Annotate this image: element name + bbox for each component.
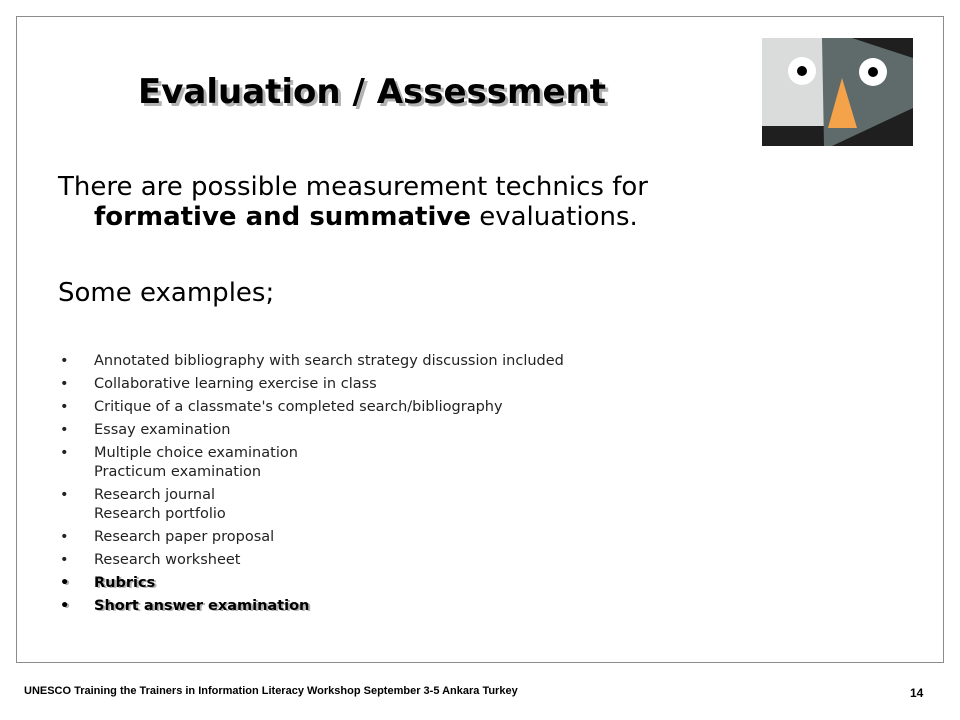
- examples-heading: Some examples;: [58, 278, 275, 308]
- intro-part1: There are possible measurement technics for: [58, 172, 648, 202]
- list-item: • Multiple choice examination Practicum examination: [60, 445, 298, 480]
- page-number: 14: [910, 686, 924, 700]
- list-item: • Research journal Research portfolio: [60, 487, 226, 522]
- examples-list: [58, 352, 698, 620]
- list-item: • Research worksheet: [60, 552, 241, 568]
- owl-face-logo-icon: [762, 38, 913, 146]
- footer-text: UNESCO Training the Trainers in Information Literacy Workshop September 3-5 Ankara Turkey: [24, 685, 518, 697]
- list-item: • Rubrics: [60, 575, 156, 591]
- intro-part2: evaluations.: [470, 202, 638, 232]
- slide-title: Evaluation / Assessment: [138, 72, 606, 112]
- intro-bold: formative and summative: [94, 202, 471, 232]
- list-item: • Short answer examination: [60, 598, 310, 614]
- list-item: • Critique of a classmate's completed search/bibliography: [60, 399, 503, 415]
- list-item: • Annotated bibliography with search strategy discussion included: [60, 353, 564, 369]
- list-item: • Collaborative learning exercise in class: [60, 376, 377, 392]
- list-item: • Essay examination: [60, 422, 231, 438]
- intro-text: [58, 172, 838, 232]
- list-item: • Research paper proposal: [60, 529, 275, 545]
